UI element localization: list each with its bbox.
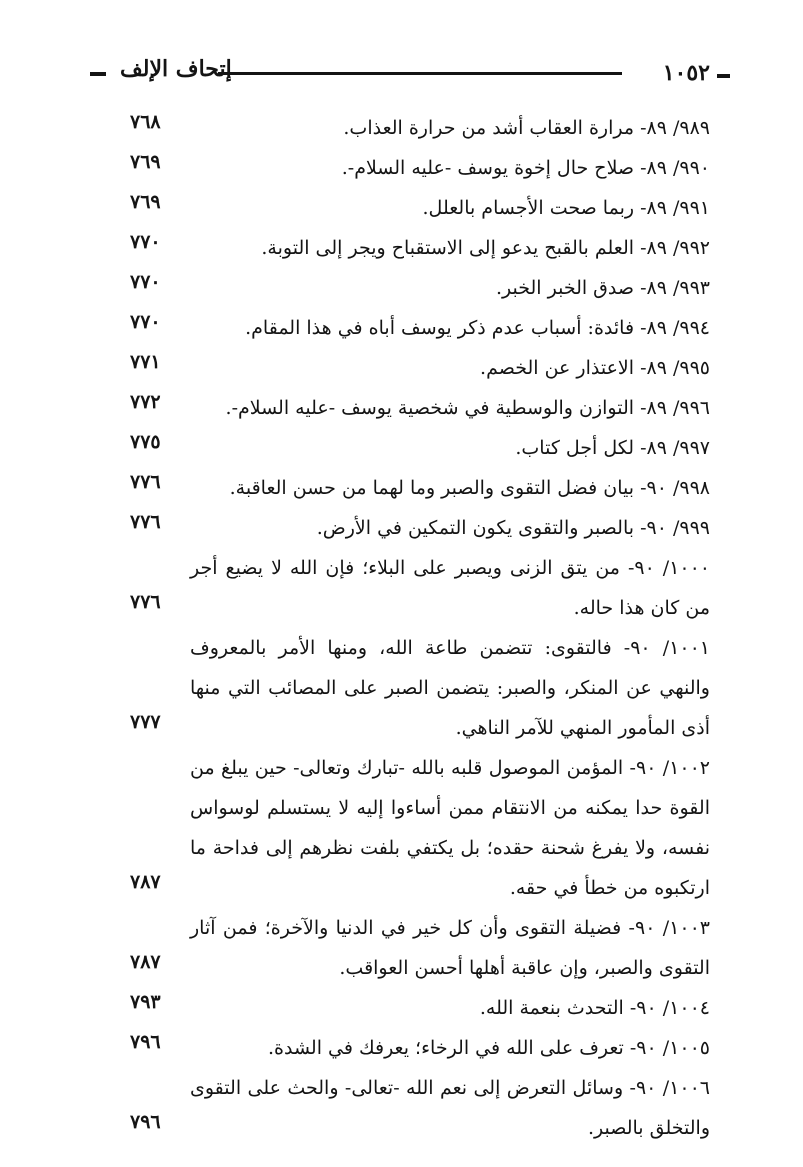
header-dash-left [90,72,106,76]
toc-entry [130,1068,710,1148]
toc-entry [130,628,710,748]
toc-entry-text: ٩٩٢/ ٨٩- العلم بالقبح يدعو إلى الاستقباح ويجر إلى التوبة. [261,237,710,259]
toc-entry [130,388,710,428]
toc-entry-page: ٧٧٠ [130,271,161,293]
toc-entry-page: ٧٨٧ [130,951,161,973]
toc-entry-page: ٧٧٠ [130,311,161,333]
header-dash-right [717,74,730,78]
toc-entry-text: ٩٩٥/ ٨٩- الاعتذار عن الخصم. [480,357,710,379]
toc-entry [130,188,710,228]
toc-entry-page: ٧٦٩ [130,151,161,173]
toc-entry-text: ٩٩٠/ ٨٩- صلاح حال إخوة يوسف -عليه السلام-. [341,157,710,179]
toc-entry-text: ١٠٠٠/ ٩٠- من يتق الزنى ويصبر على البلاء؛ فإن الله لا يضيع أجر من كان هذا حاله. [190,557,710,619]
toc-entry-page: ٧٧٠ [130,231,161,253]
toc-entry [130,988,710,1028]
header-rule [218,72,622,75]
toc-entry [130,108,710,148]
toc-entry [130,268,710,308]
toc-entry-page: ٧٩٦ [130,1031,161,1053]
toc-entry-page: ٧٦٩ [130,191,161,213]
toc-entry-text: ١٠٠٣/ ٩٠- فضيلة التقوى وأن كل خير في الدنيا والآخرة؛ فمن آثار التقوى والصبر، وإن عاقبة أهلها أحسن العواقب. [190,917,710,979]
running-header [90,56,730,96]
toc-entry [130,348,710,388]
toc-entry-text: ٩٩٩/ ٩٠- بالصبر والتقوى يكون التمكين في الأرض. [316,517,710,539]
toc-entry-page: ٧٩٦ [130,1111,161,1133]
table-of-contents [130,108,710,1148]
toc-entry-text: ٩٩٦/ ٨٩- التوازن والوسطية في شخصية يوسف -عليه السلام-. [225,397,710,419]
toc-entry [130,548,710,628]
toc-entry-page: ٧٧٢ [130,391,161,413]
toc-entry [130,468,710,508]
toc-entry-text: ٩٩٨/ ٩٠- بيان فضل التقوى والصبر وما لهما من حسن العاقبة. [229,477,710,499]
toc-entry-text: ١٠٠٦/ ٩٠- وسائل التعرض إلى نعم الله -تعالى- والحث على التقوى والتخلق بالصبر. [190,1077,710,1139]
toc-entry-page: ٧٧١ [130,351,161,373]
toc-entry [130,228,710,268]
toc-entry [130,508,710,548]
toc-entry-text: ٩٩٣/ ٨٩- صدق الخبر الخبر. [495,277,710,299]
toc-entry-text: ٩٩١/ ٨٩- ربما صحت الأجسام بالعلل. [422,197,710,219]
toc-entry-text: ٩٨٩/ ٨٩- مرارة العقاب أشد من حرارة العذاب. [343,117,710,139]
toc-entry [130,908,710,988]
toc-entry-text: ٩٩٧/ ٨٩- لكل أجل كتاب. [515,437,710,459]
toc-entry [130,1028,710,1068]
toc-entry-page: ٧٩٣ [130,991,161,1013]
toc-entry-text: ١٠٠٢/ ٩٠- المؤمن الموصول قلبه بالله -تبارك وتعالى- حين يبلغ من القوة حدا يمكنه من الانتقام ممن أساءوا إليه لا يستسلم لوسواس نفسه، ولا يفرغ شحنة حقده؛ بل يكتفي بلفت نظرهم إلى فداحة ما ارتكبوه من خطأ في حقه. [190,757,710,899]
toc-entry [130,748,710,908]
toc-entry-text: ٩٩٤/ ٨٩- فائدة: أسباب عدم ذكر يوسف أباه في هذا المقام. [245,317,710,339]
toc-entry-page: ٧٦٨ [130,111,161,133]
toc-entry-page: ٧٧٥ [130,431,161,453]
toc-entry-page: ٧٧٧ [130,711,161,733]
page-number: ١٠٥٢ [662,60,710,86]
toc-entry [130,428,710,468]
toc-entry-page: ٧٧٦ [130,591,161,613]
toc-entry-page: ٧٧٦ [130,471,161,493]
book-title: إتحاف الإلف [120,56,232,82]
toc-entry-page: ٧٧٦ [130,511,161,533]
toc-entry [130,308,710,348]
toc-entry [130,148,710,188]
toc-entry-text: ١٠٠٥/ ٩٠- تعرف على الله في الرخاء؛ يعرفك في الشدة. [268,1037,710,1059]
toc-entry-page: ٧٨٧ [130,871,161,893]
toc-entry-text: ١٠٠١/ ٩٠- فالتقوى: تتضمن طاعة الله، ومنها الأمر بالمعروف والنهي عن المنكر، والصبر: يتضمن الصبر على المصائب التي منها أذى المأمور المنهي للآمر الناهي. [190,637,710,739]
toc-entry-text: ١٠٠٤/ ٩٠- التحدث بنعمة الله. [479,997,710,1019]
